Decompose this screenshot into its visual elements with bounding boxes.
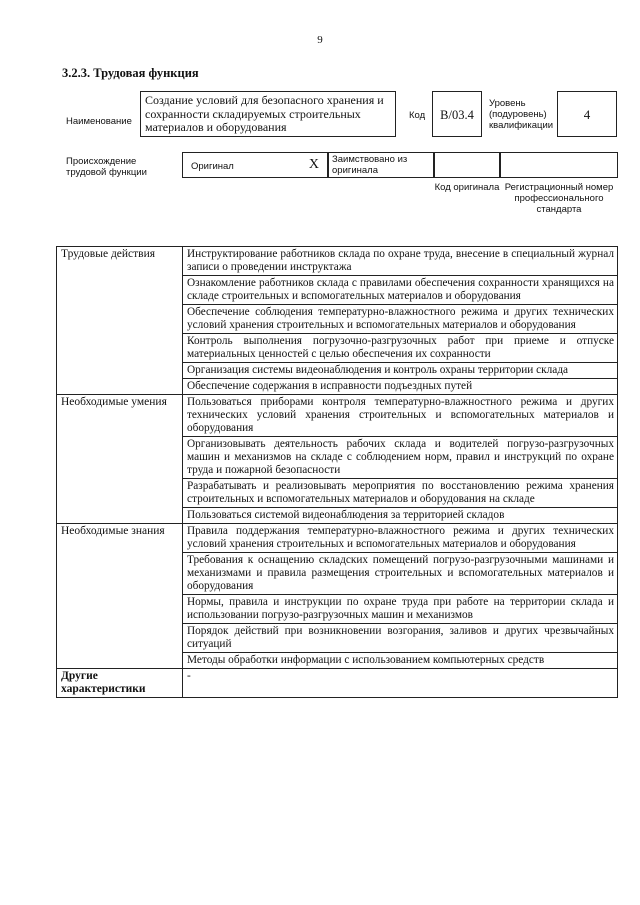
code-original-caption: Код оригинала bbox=[434, 182, 500, 193]
row-item: Организация системы видеонаблюдения и контроль охраны территории склада bbox=[183, 363, 618, 379]
row-item: Обеспечение содержания в исправности подъездных путей bbox=[183, 379, 618, 395]
row-item: Организовывать деятельность рабочих склада и водителей погрузо-разгрузочных машин и механизмов на складе с соблюдением норм, правил и инструкций по охране труда и пожарной безопасности bbox=[183, 437, 618, 479]
origin-original-cell bbox=[182, 152, 328, 178]
row-item: Нормы, правила и инструкции по охране труда при работе на территории склада и использовании погрузо-разгрузочных машин и механизмов bbox=[183, 595, 618, 624]
borrowed-label: Заимствовано из оригинала bbox=[328, 152, 434, 178]
table-row bbox=[57, 524, 618, 553]
row-item: Ознакомление работников склада с правилами обеспечения сохранности хранящихся на складе строительных и вспомогательных материалов и оборудования bbox=[183, 276, 618, 305]
original-label: Оригинал bbox=[191, 161, 234, 172]
row-item: Правила поддержания температурно-влажностного режима и других технических условий хранения строительных и вспомогательных материалов и оборудования bbox=[183, 524, 618, 553]
table-row bbox=[57, 395, 618, 437]
reg-number-cell bbox=[500, 152, 618, 178]
reg-number-caption: Регистрационный номер профессионального стандарта bbox=[504, 182, 614, 215]
row-item: Контроль выполнения погрузочно-разгрузочных работ при приеме и отпуске материальных ценностей с целью обеспечения их сохранности bbox=[183, 334, 618, 363]
row-category: Необходимые умения bbox=[57, 395, 183, 524]
row-item: Пользоваться системой видеонаблюдения за территорией складов bbox=[183, 508, 618, 524]
level-label: Уровень (подуровень) квалификации bbox=[489, 98, 554, 131]
row-item: Инструктирование работников склада по охране труда, внесение в специальный журнал записи о проведении инструктажа bbox=[183, 247, 618, 276]
row-item: Методы обработки информации с использованием компьютерных средств bbox=[183, 653, 618, 669]
row-category: Необходимые знания bbox=[57, 524, 183, 669]
origin-label: Происхождение трудовой функции bbox=[66, 156, 147, 178]
page-number: 9 bbox=[317, 34, 323, 46]
table-row bbox=[57, 247, 618, 276]
function-table bbox=[56, 246, 618, 698]
row-item: - bbox=[183, 669, 618, 698]
name-label: Наименование bbox=[66, 116, 132, 127]
code-value: В/03.4 bbox=[432, 91, 482, 137]
name-value: Создание условий для безопасного хранения и сохранности складируемых строительных материалов и оборудования bbox=[140, 91, 396, 137]
row-item: Разрабатывать и реализовывать мероприятия по восстановлению режима хранения строительных и вспомогательных материалов и оборудования на складе bbox=[183, 479, 618, 508]
row-category: Трудовые действия bbox=[57, 247, 183, 395]
section-title: 3.2.3. Трудовая функция bbox=[62, 66, 199, 80]
code-label: Код bbox=[409, 110, 426, 121]
row-item: Пользоваться приборами контроля температурно-влажностного режима и других технических условий хранения строительных и вспомогательных материалов и оборудования bbox=[183, 395, 618, 437]
code-original-cell bbox=[434, 152, 500, 178]
original-mark: X bbox=[308, 157, 319, 172]
table-row bbox=[57, 669, 618, 698]
row-item: Порядок действий при возникновении возгорания, заливов и других чрезвычайных ситуаций bbox=[183, 624, 618, 653]
row-category: Другие характеристики bbox=[57, 669, 183, 698]
function-table-body bbox=[57, 247, 618, 698]
row-item: Обеспечение соблюдения температурно-влажностного режима и других технических условий хранения строительных и вспомогательных материалов и оборудования bbox=[183, 305, 618, 334]
row-item: Требования к оснащению складских помещений погрузо-разгрузочными машинами и механизмами и правила размещения строительных и вспомогательных материалов и оборудования bbox=[183, 553, 618, 595]
level-value: 4 bbox=[557, 91, 617, 137]
